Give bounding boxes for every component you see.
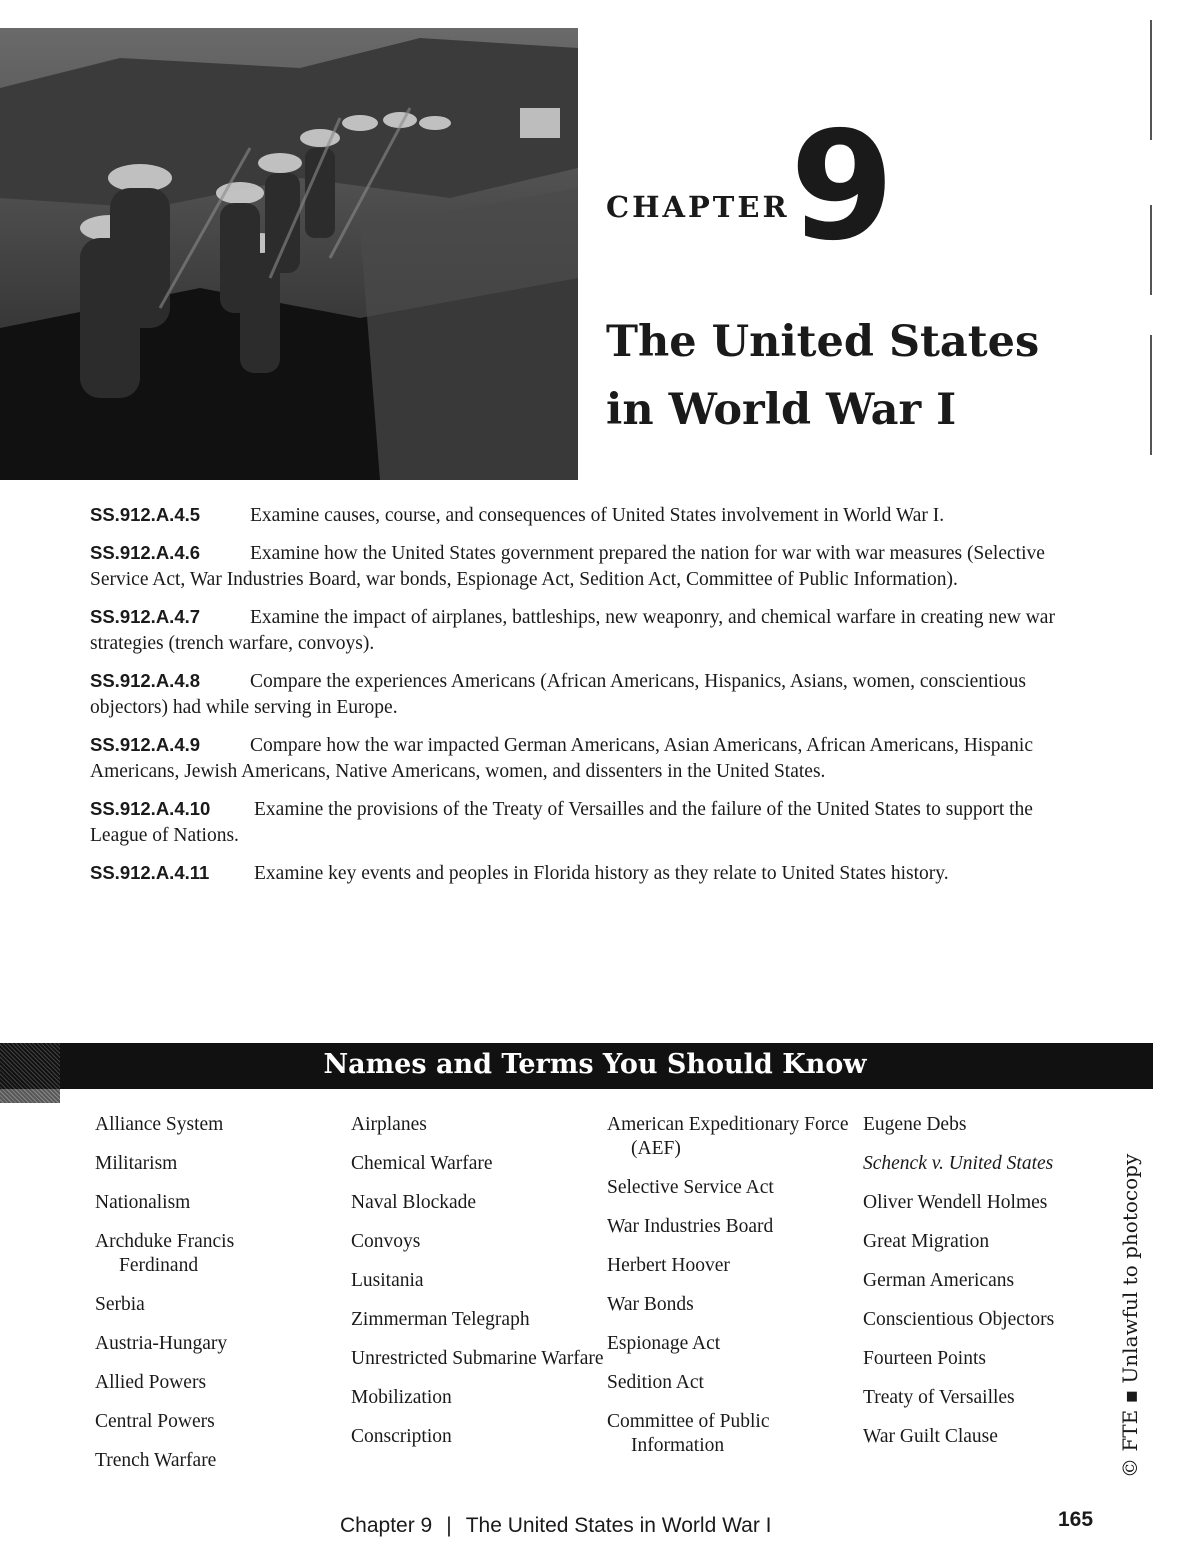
term-item: Conscription bbox=[351, 1426, 452, 1447]
term-item: Eugene Debs bbox=[863, 1114, 967, 1135]
standard-item bbox=[90, 540, 1065, 593]
term-item: Serbia bbox=[95, 1294, 145, 1315]
term-item: Militarism bbox=[95, 1153, 178, 1174]
standard-code: SS.912.A.4.8 bbox=[90, 670, 201, 691]
term-item: Espionage Act bbox=[607, 1333, 721, 1354]
standard-code: SS.912.A.4.9 bbox=[90, 734, 201, 755]
standard-text: Examine causes, course, and consequences of United States involvement in World War I. bbox=[250, 505, 945, 526]
chapter-title bbox=[606, 308, 1126, 444]
terms-heading: Names and Terms You Should Know bbox=[323, 1049, 867, 1080]
page-footer bbox=[340, 1514, 772, 1538]
term-item: Central Powers bbox=[95, 1411, 215, 1432]
term-item: Selective Service Act bbox=[607, 1177, 774, 1198]
standard-item bbox=[90, 732, 1065, 785]
margin-rule-top bbox=[1150, 20, 1152, 140]
terms-column-2 bbox=[351, 1113, 607, 1488]
standard-code: SS.912.A.4.5 bbox=[90, 504, 201, 525]
chapter-label: CHAPTER bbox=[606, 190, 790, 224]
term-item: Chemical Warfare bbox=[351, 1153, 493, 1174]
standard-text: Examine key events and peoples in Florida history as they relate to United States history. bbox=[254, 863, 949, 884]
standard-code: SS.912.A.4.7 bbox=[90, 606, 201, 627]
copyright-notice: © FTE ▪ Unlawful to photocopy bbox=[1118, 1153, 1142, 1478]
term-item: Naval Blockade bbox=[351, 1192, 477, 1213]
footer-separator: | bbox=[446, 1514, 452, 1537]
term-item: Treaty of Versailles bbox=[863, 1387, 1015, 1408]
terms-column-3 bbox=[607, 1113, 863, 1488]
term-item: Convoys bbox=[351, 1231, 421, 1252]
footer-title: The United States in World War I bbox=[465, 1514, 772, 1537]
term-item: Herbert Hoover bbox=[607, 1255, 730, 1276]
term-item: Allied Powers bbox=[95, 1372, 207, 1393]
chapter-title-line-2: in World War I bbox=[606, 385, 957, 435]
term-item: Trench Warfare bbox=[95, 1450, 217, 1471]
term-item: Nationalism bbox=[95, 1192, 191, 1213]
term-item: Great Migration bbox=[863, 1231, 990, 1252]
term-item: German Americans bbox=[863, 1270, 1015, 1291]
standard-item bbox=[90, 796, 1065, 849]
term-item: Alliance System bbox=[95, 1114, 224, 1135]
standard-item bbox=[90, 502, 1065, 529]
margin-rule-bottom bbox=[1150, 335, 1152, 455]
terms-list bbox=[95, 1113, 1125, 1488]
term-item: Lusitania bbox=[351, 1270, 424, 1291]
term-item: War Industries Board bbox=[607, 1216, 774, 1237]
term-item: Schenck v. United States bbox=[863, 1153, 1054, 1174]
term-item: Fourteen Points bbox=[863, 1348, 986, 1369]
standard-text: Compare how the war impacted German Americans, Asian Americans, African Americans, Hispanic Americans, Jewish Americans, Native Americans, women, and dissenters in the United States. bbox=[90, 735, 1034, 782]
standard-code: SS.912.A.4.10 bbox=[90, 798, 211, 819]
chapter-number: 9 bbox=[790, 100, 889, 274]
term-item: Sedition Act bbox=[607, 1372, 704, 1393]
soldiers-trench-photo bbox=[0, 28, 578, 480]
term-item: Austria-Hungary bbox=[95, 1333, 228, 1354]
standard-text: Compare the experiences Americans (African Americans, Hispanics, Asians, women, conscientious objectors) had while serving in Europe. bbox=[90, 671, 1026, 718]
standard-text: Examine the impact of airplanes, battleships, new weaponry, and chemical warfare in creating new war strategies (trench warfare, convoys). bbox=[90, 607, 1055, 654]
term-item: Airplanes bbox=[351, 1114, 427, 1135]
page-number: 165 bbox=[1058, 1508, 1094, 1531]
standard-item bbox=[90, 860, 1065, 887]
term-item: American Expeditionary Force (AEF) bbox=[607, 1114, 849, 1159]
standard-item bbox=[90, 604, 1065, 657]
term-item: Oliver Wendell Holmes bbox=[863, 1192, 1048, 1213]
term-item: War Bonds bbox=[607, 1294, 694, 1315]
standard-item bbox=[90, 668, 1065, 721]
standards-list bbox=[90, 502, 1065, 898]
chapter-title-line-1: The United States bbox=[606, 317, 1040, 367]
margin-rule-middle bbox=[1150, 205, 1152, 295]
term-item: Archduke Francis Ferdinand bbox=[95, 1231, 235, 1276]
term-item: Unrestricted Submarine Warfare bbox=[351, 1348, 604, 1369]
term-item: Zimmerman Telegraph bbox=[351, 1309, 530, 1330]
terms-heading-banner bbox=[0, 1043, 1153, 1089]
standard-code: SS.912.A.4.6 bbox=[90, 542, 201, 563]
standard-text: Examine the provisions of the Treaty of Versailles and the failure of the United States to support the League of Nations. bbox=[90, 799, 1033, 846]
footer-chapter: Chapter 9 bbox=[340, 1514, 433, 1537]
term-item: Committee of Public Information bbox=[607, 1411, 770, 1456]
term-item: War Guilt Clause bbox=[863, 1426, 998, 1447]
term-item: Mobilization bbox=[351, 1387, 452, 1408]
term-item: Conscientious Objectors bbox=[863, 1309, 1055, 1330]
terms-column-4 bbox=[863, 1113, 1113, 1488]
standard-text: Examine how the United States government prepared the nation for war with war measures (Selective Service Act, War Industries Board, war bonds, Espionage Act, Sedition Act, Committee of Public Information). bbox=[90, 543, 1045, 590]
standard-code: SS.912.A.4.11 bbox=[90, 862, 210, 883]
terms-column-1 bbox=[95, 1113, 351, 1488]
